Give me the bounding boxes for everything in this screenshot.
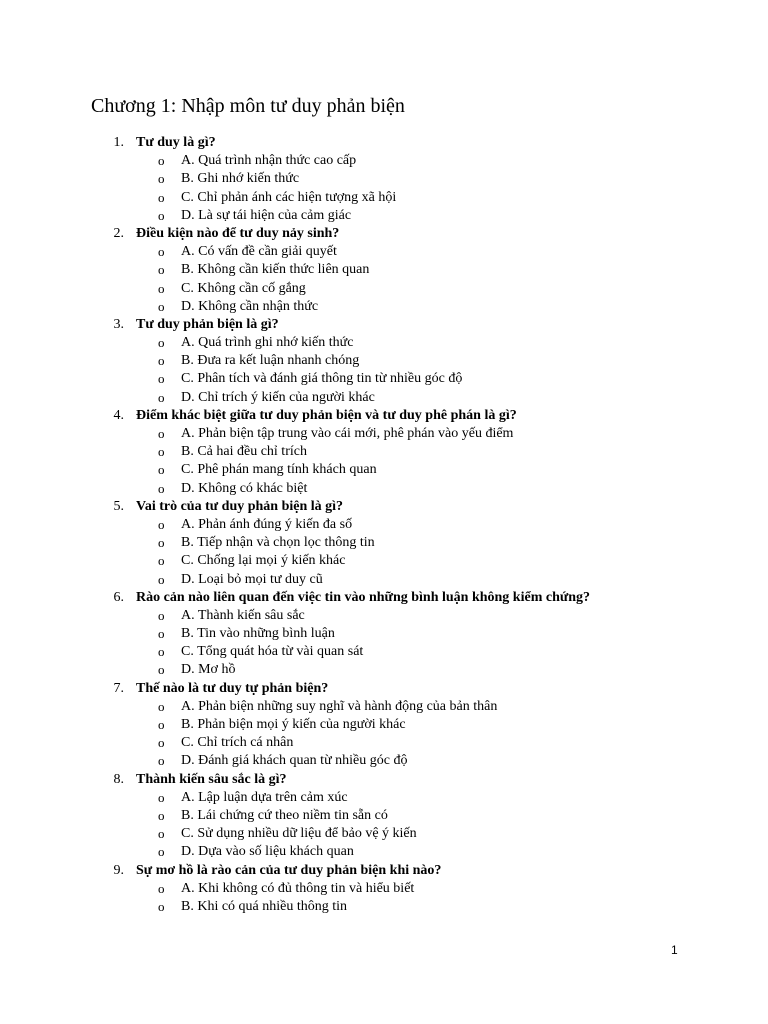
bullet-icon: o (158, 153, 165, 169)
question-text: Tư duy là gì? (136, 135, 216, 150)
bullet-icon: o (158, 444, 165, 460)
bullet-icon: o (158, 426, 165, 441)
answer-option (0, 152, 768, 170)
bullet-icon: o (158, 880, 165, 896)
answer-option (0, 352, 768, 370)
answer-option (0, 880, 768, 898)
answer-option-text: B. Ghi nhớ kiến thức (181, 171, 300, 187)
answer-option (0, 752, 768, 770)
answer-option-text: D. Là sự tái hiện của cảm giác (181, 207, 352, 223)
bullet-icon: o (158, 207, 165, 223)
bullet-icon: o (158, 789, 165, 805)
question-item (0, 589, 768, 607)
answer-option (0, 261, 768, 279)
answer-option (0, 170, 768, 188)
question-number: 9. (113, 862, 124, 878)
bullet-icon: o (158, 826, 165, 842)
answer-option-text: B. Lái chứng cứ theo niềm tin sẵn có (181, 807, 388, 823)
answer-option (0, 516, 768, 534)
bullet-icon: o (158, 516, 165, 532)
question-text: Tư duy phản biện là gì? (136, 316, 279, 332)
answer-option (0, 607, 768, 625)
answer-option (0, 807, 768, 825)
question-number: 1. (113, 135, 124, 150)
answer-option (0, 716, 768, 734)
answer-option (0, 698, 768, 716)
question-text: Thế nào là tư duy tự phản biện? (136, 680, 329, 696)
answer-option-text: A. Quá trình nhận thức cao cấp (181, 153, 357, 169)
bullet-icon: o (158, 735, 165, 751)
answer-option-text: A. Lập luận dựa trên cảm xúc (181, 789, 348, 805)
bullet-icon: o (158, 644, 165, 660)
answer-option-text: C. Sử dụng nhiều dữ liệu để bảo vệ ý kiến (181, 826, 417, 842)
answer-option-text: A. Có vấn đề cần giải quyết (181, 244, 337, 260)
answer-option (0, 298, 768, 316)
question-text: Rào cản nào liên quan đến việc tin vào những bình luận không kiểm chứng? (136, 589, 591, 605)
answer-option (0, 661, 768, 679)
bullet-icon: o (158, 462, 165, 478)
page-number: 1 (671, 943, 678, 957)
question-number: 4. (113, 407, 124, 423)
bullet-icon: o (158, 753, 165, 769)
bullet-icon: o (158, 480, 165, 496)
answer-option-text: C. Không cần cố gắng (181, 280, 306, 296)
answer-option (0, 643, 768, 661)
answer-option-text: C. Chỉ phản ánh các hiện tượng xã hội (181, 189, 397, 205)
answer-option-text: C. Phê phán mang tính khách quan (181, 462, 377, 478)
answer-option-text: A. Phản biện những suy nghĩ và hành động của bản thân (181, 698, 498, 714)
bullet-icon: o (158, 189, 165, 205)
answer-option (0, 571, 768, 589)
question-item (0, 498, 768, 516)
bullet-icon: o (158, 571, 165, 587)
question-number: 7. (113, 680, 124, 696)
question-list (0, 134, 768, 916)
answer-option-text: A. Phản biện tập trung vào cái mới, phê phán vào yếu điểm (181, 426, 514, 441)
bullet-icon: o (158, 298, 165, 314)
question-number: 6. (113, 589, 124, 605)
answer-option-text: B. Khi có quá nhiều thông tin (181, 898, 348, 914)
answer-option (0, 443, 768, 461)
bullet-icon: o (158, 898, 165, 914)
bullet-icon: o (158, 535, 165, 551)
bullet-icon: o (158, 807, 165, 823)
answer-option (0, 189, 768, 207)
answer-option-text: A. Thành kiến sâu sắc (181, 607, 305, 623)
bullet-icon: o (158, 353, 165, 369)
answer-option-text: A. Khi không có đủ thông tin và hiểu biết (181, 880, 415, 896)
answer-option-text: B. Không cần kiến thức liên quan (181, 262, 370, 278)
bullet-icon: o (158, 244, 165, 260)
bullet-icon: o (158, 335, 165, 351)
answer-option (0, 625, 768, 643)
question-item (0, 316, 768, 334)
answer-option-text: A. Quá trình ghi nhớ kiến thức (181, 335, 354, 351)
bullet-icon: o (158, 626, 165, 642)
bullet-icon: o (158, 717, 165, 732)
answer-option-text: D. Mơ hồ (181, 662, 236, 678)
bullet-icon: o (158, 607, 165, 623)
chapter-title: Chương 1: Nhập môn tư duy phản biện (91, 95, 405, 117)
question-number: 8. (113, 771, 124, 787)
bullet-icon: o (158, 280, 165, 296)
answer-option (0, 843, 768, 861)
question-text: Sự mơ hồ là rào cản của tư duy phản biện khi nào? (136, 862, 442, 878)
answer-option-text: C. Chống lại mọi ý kiến khác (181, 553, 346, 569)
bullet-icon: o (158, 698, 165, 714)
bullet-icon: o (158, 662, 165, 678)
answer-option-text: B. Tiếp nhận và chọn lọc thông tin (181, 535, 375, 551)
question-item (0, 225, 768, 243)
answer-option-text: D. Loại bỏ mọi tư duy cũ (181, 571, 323, 587)
question-text: Điểm khác biệt giữa tư duy phản biện và tư duy phê phán là gì? (136, 407, 517, 423)
answer-option-text: B. Đưa ra kết luận nhanh chóng (181, 353, 360, 369)
answer-option (0, 389, 768, 407)
answer-option (0, 825, 768, 843)
answer-option (0, 370, 768, 388)
bullet-icon: o (158, 262, 165, 278)
question-item (0, 134, 768, 152)
bullet-icon: o (158, 171, 165, 187)
answer-option (0, 207, 768, 225)
answer-option-text: A. Phản ánh đúng ý kiến đa số (181, 516, 353, 532)
answer-option (0, 334, 768, 352)
question-item (0, 771, 768, 789)
answer-option-text: D. Đánh giá khách quan từ nhiều góc độ (181, 753, 408, 769)
answer-option-text: C. Tổng quát hóa từ vài quan sát (181, 644, 364, 660)
question-text: Điều kiện nào để tư duy nảy sinh? (136, 225, 340, 241)
answer-option (0, 425, 768, 443)
question-number: 2. (113, 225, 124, 241)
bullet-icon: o (158, 371, 165, 387)
answer-option-text: B. Tin vào những bình luận (181, 626, 335, 642)
question-text: Vai trò của tư duy phản biện là gì? (136, 498, 344, 514)
answer-option (0, 480, 768, 498)
answer-option (0, 898, 768, 916)
answer-option (0, 552, 768, 570)
answer-option (0, 243, 768, 261)
question-item (0, 407, 768, 425)
answer-option-text: C. Chỉ trích cá nhân (181, 735, 294, 751)
answer-option-text: D. Chỉ trích ý kiến của người khác (181, 389, 375, 405)
question-item (0, 862, 768, 880)
answer-option-text: B. Phản biện mọi ý kiến của người khác (181, 717, 406, 732)
question-item (0, 680, 768, 698)
answer-option (0, 280, 768, 298)
answer-option-text: C. Phân tích và đánh giá thông tin từ nhiều góc độ (181, 371, 463, 387)
answer-option-text: D. Dựa vào số liệu khách quan (181, 844, 354, 860)
answer-option-text: B. Cả hai đều chỉ trích (181, 444, 307, 460)
question-number: 5. (113, 498, 124, 514)
answer-option (0, 789, 768, 807)
bullet-icon: o (158, 553, 165, 569)
answer-option-text: D. Không có khác biệt (181, 480, 308, 496)
question-number: 3. (113, 316, 124, 332)
answer-option (0, 461, 768, 479)
question-text: Thành kiến sâu sắc là gì? (136, 771, 287, 787)
bullet-icon: o (158, 844, 165, 860)
answer-option (0, 734, 768, 752)
bullet-icon: o (158, 389, 165, 405)
answer-option-text: D. Không cần nhận thức (181, 298, 319, 314)
answer-option (0, 534, 768, 552)
